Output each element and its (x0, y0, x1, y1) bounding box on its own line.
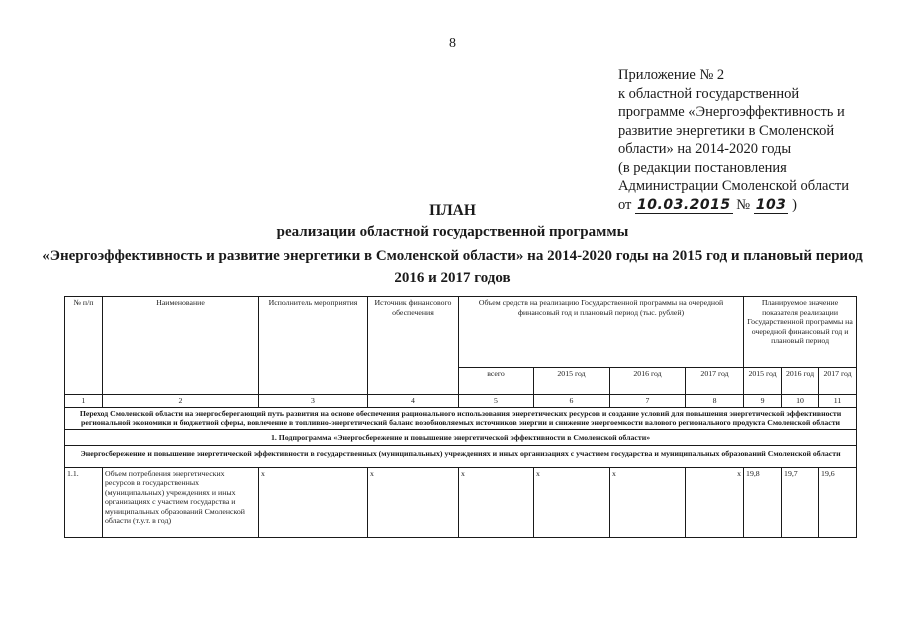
header-indicator-2015: 2015 год (744, 368, 782, 395)
header-indicator-2016: 2016 год (782, 368, 819, 395)
appendix-line: к областной государственной (618, 85, 800, 102)
header-funding-2016: 2016 год (610, 368, 686, 395)
row-num: 1.1. (65, 467, 103, 537)
column-numbers-row (65, 395, 857, 408)
table-row (65, 467, 857, 537)
header-funding: Объем средств на реализацию Государственной программы на очередной финансовый год и плановый период (тыс. рублей) (459, 297, 744, 368)
header-source: Источник финансового обеспечения (368, 297, 459, 395)
column-number: 4 (368, 395, 459, 408)
header-indicator-2017: 2017 год (819, 368, 857, 395)
header-executor: Исполнитель мероприятия (259, 297, 368, 395)
appendix-block (618, 66, 898, 214)
column-number: 2 (103, 395, 259, 408)
header-num: № п/п (65, 297, 103, 395)
handwritten-number: 103 (755, 196, 787, 213)
column-number: 6 (534, 395, 610, 408)
program-title: «Энергоэффективность и развитие энергетики в Смоленской области» на 2014-2020 годы на 2015 год и плановый период 2016 и 2017 годов (42, 248, 863, 286)
appendix-line: программе «Энергоэффективность и (618, 104, 845, 120)
row-funding-2015: х (534, 467, 610, 537)
plan-title: ПЛАН (429, 202, 476, 219)
handwritten-date: 10.03.2015 (637, 196, 731, 213)
column-number: 1 (65, 395, 103, 408)
row-name: Объем потребления энергетических ресурсов в государственных (муниципальных) учреждениях и иных организациях с участием государства и муниципальных образований Смоленской области (т.у.т. в год) (103, 467, 259, 537)
appendix-line: развитие энергетики в Смоленской (618, 122, 835, 139)
row-source: х (368, 467, 459, 537)
header-name: Наименование (103, 297, 259, 395)
row-total: х (459, 467, 534, 537)
task-row: Энергосбережение и повышение энергетической эффективности в государственных (муниципальных) учреждениях и иных организациях с участием государства и муниципальных образований Смоленской области (65, 446, 857, 468)
row-indicator-2017: 19,6 (819, 467, 857, 537)
close-paren: ) (792, 196, 797, 213)
plan-table (64, 296, 857, 538)
row-funding-2017: х (686, 467, 744, 537)
appendix-line: (в редакции постановления (618, 159, 787, 176)
header-indicator: Планируемое значение показателя реализации Государственной программы на очередной финансовый год и плановый период (744, 297, 857, 368)
column-number: 7 (610, 395, 686, 408)
goal-row: Переход Смоленской области на энергосберегающий путь развития на основе обеспечения рационального использования энергетических ресурсов и создание условий для повышения энергетической эффективности региональной экономики и бюджетной сферы, вовлечение в топливно-энергетический баланс возобновляемых источников энергии и снижение энергоемкости валового регионального продукта Смоленской области (65, 407, 857, 429)
column-number: 10 (782, 395, 819, 408)
appendix-line: Администрации Смоленской области (618, 178, 850, 194)
row-indicator-2015: 19,8 (744, 467, 782, 537)
column-number: 3 (259, 395, 368, 408)
appendix-line: области» на 2014-2020 годы (618, 141, 792, 157)
header-funding-2015: 2015 год (534, 368, 610, 395)
column-number: 8 (686, 395, 744, 408)
appendix-line: Приложение № 2 (618, 67, 725, 83)
number-label: № (736, 196, 751, 213)
page-number: 8 (449, 36, 456, 51)
column-number: 9 (744, 395, 782, 408)
column-number: 11 (819, 395, 857, 408)
subprogram-row: 1. Подпрограмма «Энергосбережение и повышение энергетической эффективности в Смоленской области» (65, 429, 857, 446)
row-executor: х (259, 467, 368, 537)
header-total: всего (459, 368, 534, 395)
column-number: 5 (459, 395, 534, 408)
header-funding-2017: 2017 год (686, 368, 744, 395)
row-indicator-2016: 19,7 (782, 467, 819, 537)
from-label: от (618, 196, 632, 213)
plan-subtitle: реализации областной государственной программы (276, 224, 629, 240)
row-funding-2016: х (610, 467, 686, 537)
